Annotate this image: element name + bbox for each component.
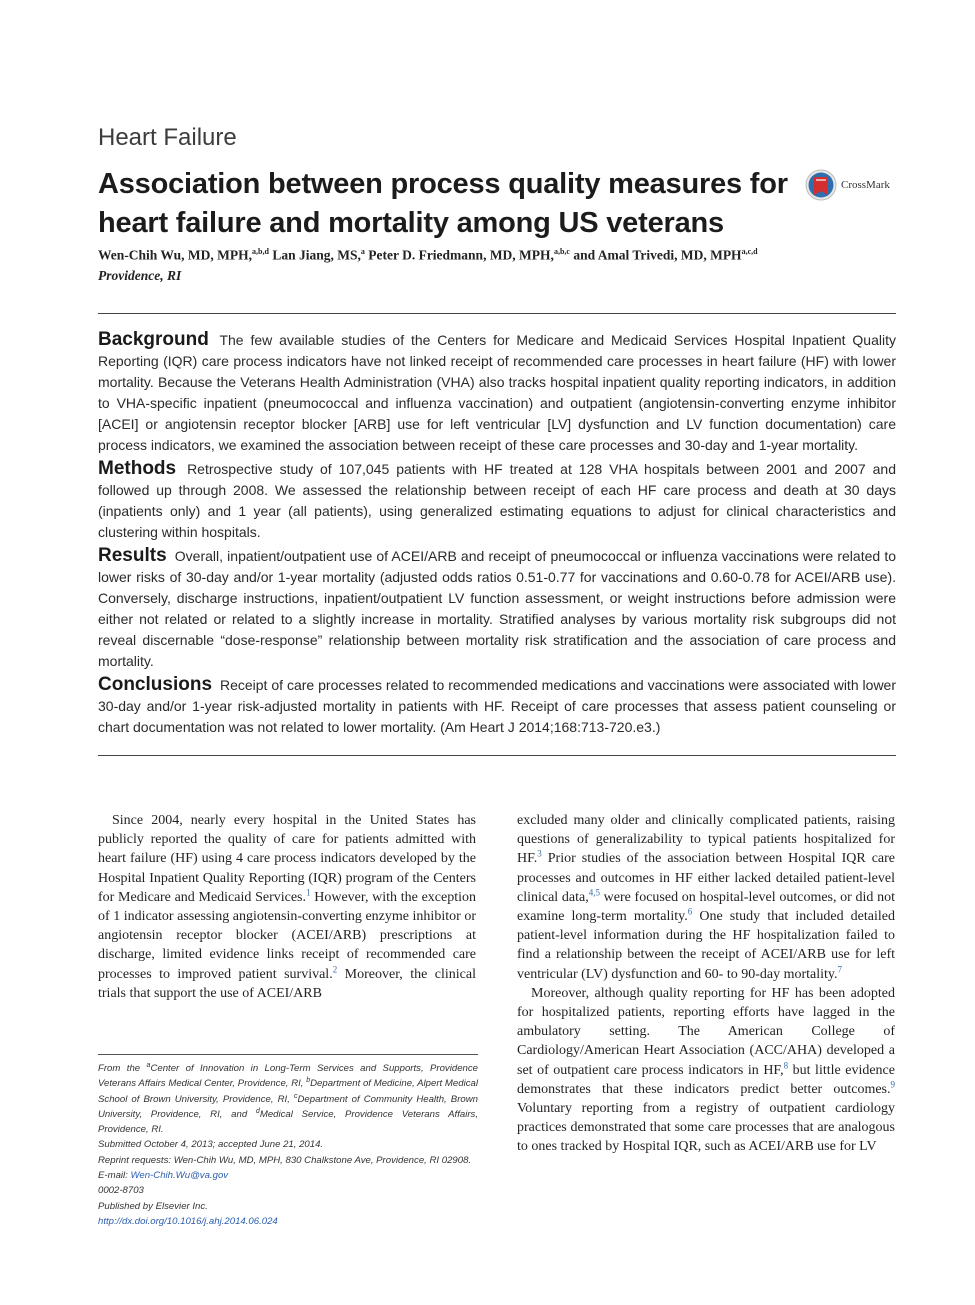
author-name: and Amal Trivedi, MD, MPH	[573, 247, 742, 263]
abstract-heading: Methods	[98, 458, 177, 479]
abstract-top-rule	[98, 313, 896, 314]
citation-link[interactable]: 6	[687, 906, 693, 917]
citation-link[interactable]: 1	[306, 887, 311, 898]
author-name: Peter D. Friedmann, MD, MPH,	[368, 247, 554, 263]
abstract-heading: Conclusions	[98, 674, 213, 695]
citation-link[interactable]: 7	[837, 963, 842, 974]
email-line: E-mail: Wen-Chih.Wu@va.gov	[98, 1170, 229, 1182]
abstract-text: Retrospective study of 107,045 patients with HF treated at 128 VHA hospitals between 2001 and 2007 and followed up through 2008. We assessed the relationship between receipt of each HF care process and death at 30 days (inpatients only) and 1 year (all patients), using generalized estimating equations to adjust for clinical characteristics and clustering within hospitals.	[98, 461, 896, 540]
author-affiliation: a	[360, 247, 365, 256]
body-paragraph: excluded many older and clinically complicated patients, raising questions of generalizability to typical patients hospitalized for HF.$^3$ Prior studies of the association between Hospital IQR care processes and outcomes in HF either lacked detailed patient-level clinical data,$^{4,5}$ were focused on hospital-level outcomes, or did not examine long-term mortality.$^6$ One study that included detailed patient-level information during the HF hospitalization failed to find a relationship between the receipt of ACEI/ARB use for left ventricular (LV) dysfunction and 60- to 90-day mortality.$^7$	[517, 813, 895, 982]
body-paragraph: Since 2004, nearly every hospital in the United States has publicly reported the quality of care for patients admitted with heart failure (HF) using 4 care process indicators developed by the Hospital Inpatient Quality Reporting (IQR) program of the Centers for Medicare and Medicaid Services.$^1$ However, with the exception of 1 indicator assessing angiotensin-converting enzyme inhibitor or angiotensin receptor blocker (ACEI/ARB) prescriptions at discharge, limited evidence links receipt of recommended care processes to improved patient survival.$^2$ Moreover, the clinical trials that support the use of ACEI/ARB	[98, 813, 476, 1001]
author-affiliation: a,c,d	[741, 247, 758, 256]
abstract-text: The few available studies of the Centers for Medicare and Medicaid Services Hospital Inpatient Quality Reporting (IQR) care process indicators have not linked receipt of recommended care processes in heart failure (HF) with lower mortality. Because the Veterans Health Administration (VHA) also tracks hospital inpatient quality reporting indicators, in addition to VHA-specific inpatient (pneumococcal and influenza vaccination) and outpatient (angiotensin-converting enzyme inhibitor [ACEI] or angiotensin receptor blocker [ARB] use for left ventricular [LV] dysfunction and LV function documentation) care process indicators, we examined the association between receipt of these care processes and 30-day and 1-year mortality.	[98, 332, 896, 453]
citation-link[interactable]: 3	[537, 848, 542, 859]
citation-link[interactable]: 4,5	[588, 887, 600, 898]
author-name: Wen-Chih Wu, MD, MPH,	[98, 247, 253, 263]
abstract-text: Receipt of care processes related to recommended medications and vaccinations were associated with lower 30-day and/or 1-year risk-adjusted mortality in patients with HF. Receipt of care processes that assess patient counseling or chart documentation was not related to lower mortality. (Am Heart J 2014;168:713-720.e3.)	[98, 677, 897, 735]
abstract-conclusions	[98, 674, 896, 738]
crossmark-label: CrossMark	[841, 179, 890, 191]
abstract-heading: Background	[98, 329, 209, 350]
author-list	[98, 247, 898, 264]
abstract-background	[98, 329, 896, 456]
author-affiliation: a,b,c	[553, 247, 570, 256]
citation-link[interactable]: 9	[890, 1079, 895, 1090]
email-link[interactable]: Wen-Chih.Wu@va.gov	[130, 1170, 229, 1182]
section-label: Heart Failure	[98, 124, 237, 151]
abstract-results	[98, 545, 896, 672]
footnotes	[98, 1061, 478, 1229]
author-name: Lan Jiang, MS,	[272, 247, 361, 263]
crossmark-badge[interactable]	[805, 166, 905, 204]
abstract-methods	[98, 458, 896, 543]
citation-link[interactable]: 8	[783, 1059, 789, 1070]
issn: 0002-8703	[98, 1185, 144, 1197]
abstract-text: Overall, inpatient/outpatient use of ACEI/ARB and receipt of pneumococcal or influenza vaccinations were related to lower risks of 30-day and/or 1-year mortality (adjusted odds ratios 0.51-0.77 for vaccinations and 0.60-0.78 for ACEI/ARB use). Conversely, discharge instructions, inpatient/outpatient LV function assessment, or weight instructions before admission were either not related or related to a slightly increase in mortality. Stratified analyses by various mortality risk subgroups did not reveal discernable “dose-response” relationship between mortality risk stratification and the association of care process and mortality.	[98, 548, 896, 669]
footnote-rule	[98, 1054, 478, 1055]
crossmark-icon	[805, 169, 837, 201]
author-affiliation: a,b,d	[252, 247, 269, 256]
publisher: Published by Elsevier Inc.	[98, 1200, 208, 1212]
reprint-requests: Reprint requests: Wen-Chih Wu, MD, MPH, 830 Chalkstone Ave, Providence, RI 02908.	[98, 1154, 472, 1166]
abstract-bottom-rule	[98, 755, 896, 756]
body-column-right	[517, 811, 895, 1157]
abstract	[98, 329, 896, 740]
citation-link[interactable]: 2	[332, 963, 338, 974]
body-paragraph: Moreover, although quality reporting for HF has been adopted for hospitalized patients, reporting efforts have lagged in the ambulatory setting. The American College of Cardiology/American Heart Association (ACC/AHA) developed a set of outpatient care process indicators in HF,$^8$ but little evidence demonstrates that these indicators predict better outcomes.$^9$ Voluntary reporting from a registry of outpatient cardiology practices demonstrated that some care processes that are analogous to ones tracked by Hospital IQR, such as ACEI/ARB use for LV	[517, 985, 895, 1155]
submission-dates: Submitted October 4, 2013; accepted June 21, 2014.	[98, 1139, 324, 1151]
abstract-heading: Results	[98, 545, 167, 566]
article-title: Association between process quality measures for heart failure and mortality among US veterans	[98, 168, 788, 239]
doi-link[interactable]: http://dx.doi.org/10.1016/j.ahj.2014.06.024	[98, 1215, 278, 1227]
body-column-left	[98, 811, 476, 1003]
author-location: Providence, RI	[98, 268, 182, 283]
affiliations: From the $^a$Center of Innovation in Long-Term Services and Supports, Providence Veterans Affairs Medical Center, Providence, RI, $^b$Department of Medicine, Alpert Medical School of Brown University, Providence, RI, $^c$Department of Community Health, Brown University, Providence, RI, and $^d$Medical Service, Providence Veterans Affairs, Providence, RI.	[98, 1061, 479, 1136]
